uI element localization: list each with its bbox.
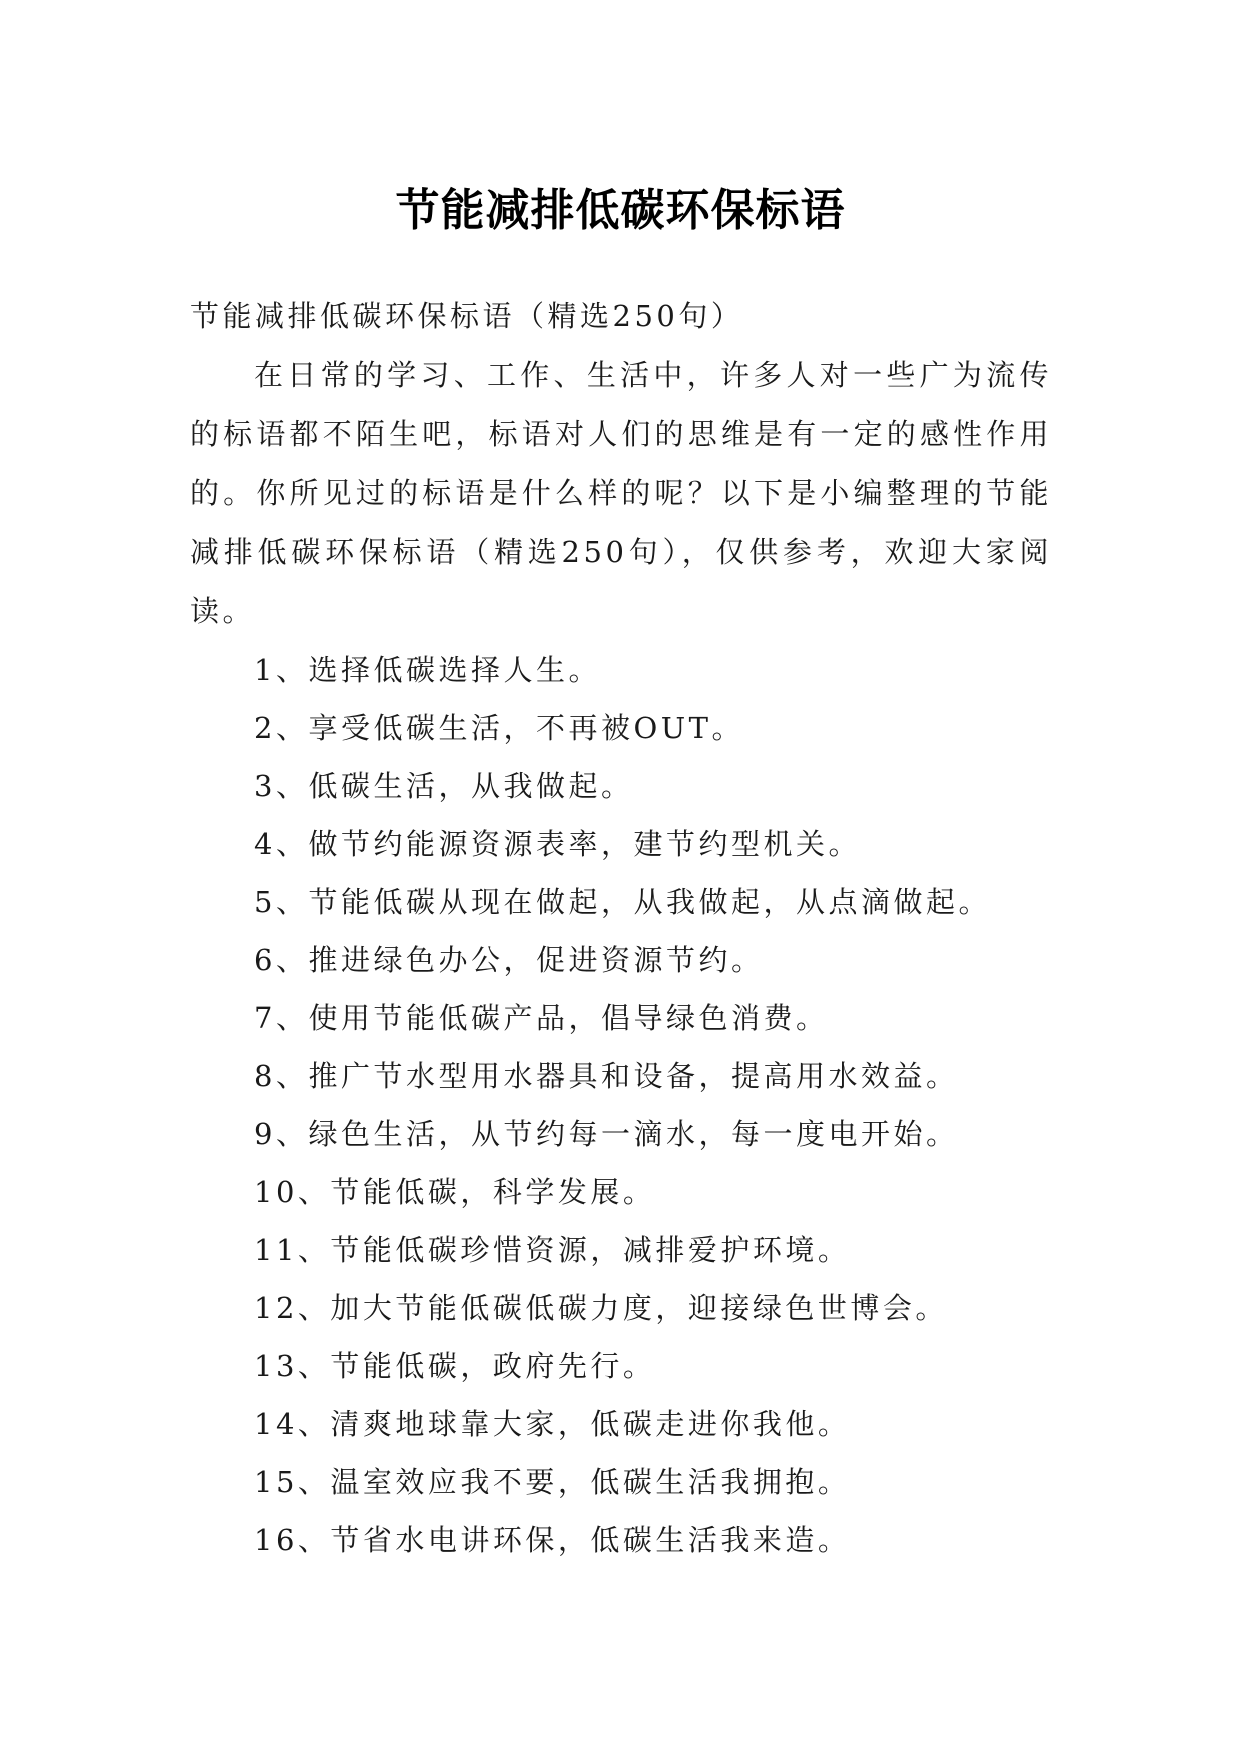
slogan-item: 3、低碳生活，从我做起。 xyxy=(254,769,634,803)
slogan-item: 16、节省水电讲环保，低碳生活我来造。 xyxy=(254,1523,851,1557)
slogan-item: 7、使用节能低碳产品，倡导绿色消费。 xyxy=(254,1001,829,1035)
slogan-item: 14、清爽地球靠大家，低碳走进你我他。 xyxy=(254,1407,851,1441)
slogan-item: 4、做节约能源资源表率，建节约型机关。 xyxy=(254,827,861,861)
document-subtitle: 节能减排低碳环保标语（精选250句） xyxy=(190,299,744,333)
slogan-item: 2、享受低碳生活，不再被OUT。 xyxy=(254,711,745,745)
slogan-item: 10、节能低碳，科学发展。 xyxy=(254,1175,656,1209)
slogan-item: 13、节能低碳，政府先行。 xyxy=(254,1349,656,1383)
slogan-item: 12、加大节能低碳低碳力度，迎接绿色世博会。 xyxy=(254,1291,948,1325)
document-title: 节能减排低碳环保标语 xyxy=(395,185,846,237)
slogan-item: 9、绿色生活，从节约每一滴水，每一度电开始。 xyxy=(254,1117,959,1151)
document-body xyxy=(190,286,1052,1569)
slogan-item: 6、推进绿色办公，促进资源节约。 xyxy=(254,943,764,977)
intro-paragraph: 在日常的学习、工作、生活中，许多人对一些广为流传的标语都不陌生吧，标语对人们的思维是有一定的感性作用的。你所见过的标语是什么样的呢？以下是小编整理的节能减排低碳环保标语（精选250句），仅供参考，欢迎大家阅读。 xyxy=(190,358,1052,628)
slogan-item: 11、节能低碳珍惜资源，减排爱护环境。 xyxy=(254,1233,851,1267)
slogan-list xyxy=(190,641,1052,1569)
slogan-item: 1、选择低碳选择人生。 xyxy=(254,653,601,687)
slogan-item: 15、温室效应我不要，低碳生活我拥抱。 xyxy=(254,1465,851,1499)
slogan-item: 5、节能低碳从现在做起，从我做起，从点滴做起。 xyxy=(254,885,991,919)
slogan-item: 8、推广节水型用水器具和设备，提高用水效益。 xyxy=(254,1059,959,1093)
